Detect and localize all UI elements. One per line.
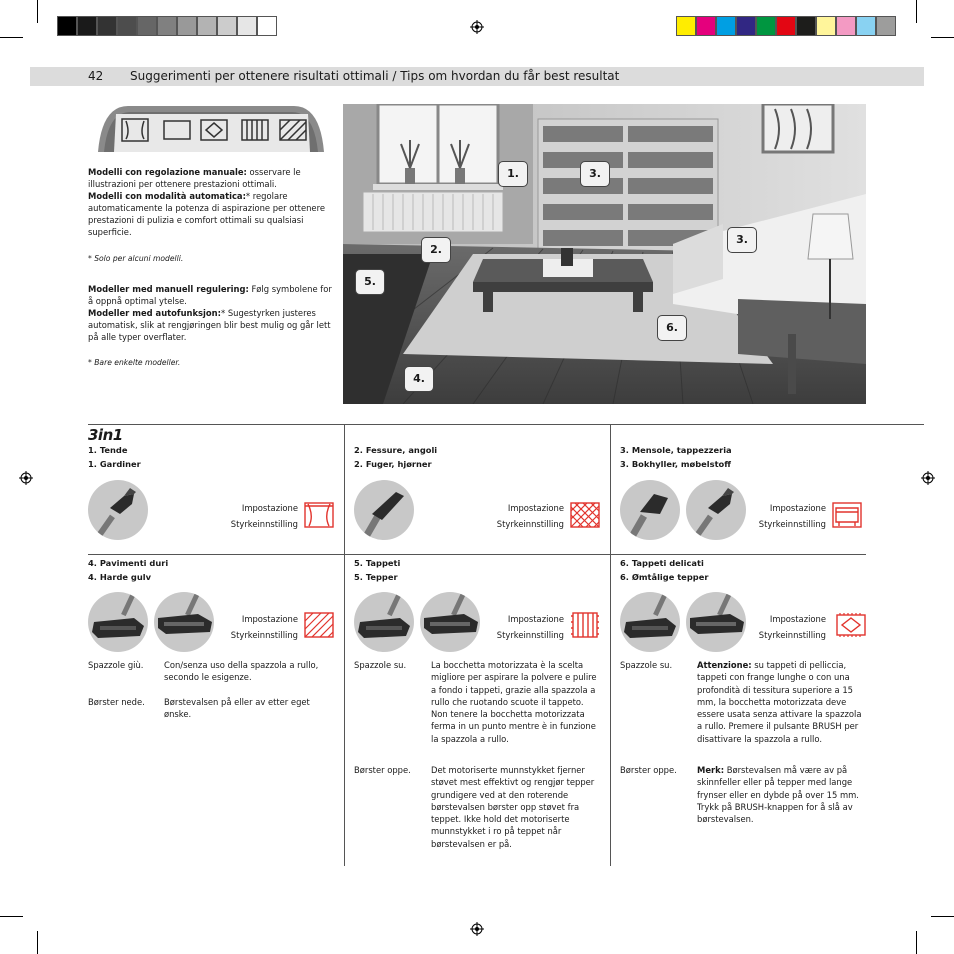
section-2-setting-it: Impostazione (507, 503, 564, 513)
gray-swatch (137, 16, 157, 36)
section-2-no: 2. Fuger, hjørner (354, 459, 432, 469)
gray-swatch (217, 16, 237, 36)
zigzag-icon (304, 612, 334, 638)
col6-it-label: Spazzole su. (620, 660, 673, 670)
gray-swatch (77, 16, 97, 36)
col5-it-label: Spazzole su. (354, 660, 407, 670)
gray-swatch (97, 16, 117, 36)
section-6-setting-label (708, 611, 826, 643)
gray-swatch (177, 16, 197, 36)
registration-mark-top (470, 19, 484, 33)
rug-icon (836, 612, 866, 638)
section-3-label (620, 443, 732, 471)
upholstery-tool-image (620, 480, 680, 540)
gray-swatch (117, 16, 137, 36)
section-4-it: 4. Pavimenti duri (88, 558, 169, 568)
section-4-label (88, 556, 168, 584)
col4-it-text: Con/senza uso della spazzola a rullo, secondo le esigenze. (164, 660, 319, 683)
section-5-setting-label (446, 611, 564, 643)
gray-swatch (257, 16, 277, 36)
col6-it-paragraph (697, 659, 865, 745)
page-number: 42 (88, 69, 104, 83)
section-6-setting-no: Styrkeinnstilling (758, 630, 826, 640)
gray-swatch (57, 16, 77, 36)
section-4-setting-no: Styrkeinnstilling (230, 630, 298, 640)
section-4-no: 4. Harde gulv (88, 572, 152, 582)
floor-nozzle-brush-down-image (88, 592, 148, 652)
carpet-icon (570, 612, 600, 638)
color-swatch (856, 16, 876, 36)
intro-it-auto-text: * regolare automaticamente la potenza di aspirazione per ottenere prestazioni di pulizia e comfort ottimali su qualsiasi superficie. (88, 191, 325, 237)
registration-mark-left (19, 470, 33, 484)
control-panel-illustration (88, 104, 334, 152)
color-swatch (736, 16, 756, 36)
section-5-label (354, 556, 400, 584)
scene-badge-4: 4. (404, 366, 434, 392)
gray-swatch (157, 16, 177, 36)
section-2-setting-label (446, 500, 564, 532)
section-3-setting-no: Styrkeinnstilling (758, 519, 826, 529)
grid-col-divider-2 (610, 424, 611, 866)
color-swatch (756, 16, 776, 36)
scene-badge-5: 5. (355, 269, 385, 295)
section-6-no: 6. Ømtålige tepper (620, 572, 709, 582)
color-swatch (776, 16, 796, 36)
intro-no-note: * Bare enkelte modeller. (88, 358, 181, 367)
section-3-setting-label (708, 500, 826, 532)
intro-it-manual-label: Modelli con regolazione manuale: (88, 167, 247, 177)
section-1-setting-label (180, 500, 298, 532)
grid-line-top (88, 424, 924, 425)
delicate-nozzle-brush-down-image (620, 592, 680, 652)
three-in-one-logo: 3in1 (88, 426, 123, 444)
col6-it-text: su tappeti di pelliccia, tappeti con frange lunghe o con una profondità di tessitura superiore a 15 mm, la bocchetta motorizzata deve essere usata senza attivare la spazzola a rullo. Premere il pulsante BRUSH per disattivare la spazzola a rullo. (697, 660, 862, 744)
section-5-no: 5. Tepper (354, 572, 398, 582)
crevice-brush-tool-image (88, 480, 148, 540)
curtain-icon (304, 502, 334, 528)
section-5-setting-no: Styrkeinnstilling (496, 630, 564, 640)
col6-no-bold: Merk: (697, 765, 725, 775)
section-1-it: 1. Tende (88, 445, 128, 455)
grid-col-divider-1 (344, 424, 345, 866)
intro-it-manual-text: osservare le illustrazioni per ottenere prestazioni ottimali. (88, 167, 301, 189)
color-swatch (696, 16, 716, 36)
registration-mark-bottom (470, 921, 484, 935)
section-1-setting-it: Impostazione (241, 503, 298, 513)
gray-swatch (237, 16, 257, 36)
color-swatch (796, 16, 816, 36)
scene-badge-3-shelf: 3. (580, 161, 610, 187)
section-4-setting-it: Impostazione (241, 614, 298, 624)
page-header (30, 67, 924, 86)
section-6-setting-it: Impostazione (769, 614, 826, 624)
section-2-it: 2. Fessure, angoli (354, 445, 438, 455)
col5-no-text: Det motoriserte munnstykket fjerner støvet mest effektivt og rengjør tepper grundigere ved at den roterende børstevalsen børster opp støvet fra teppet. Ikke hold det motoriserte munnstykket i ro på teppet når børstevalsen er på. (431, 765, 595, 849)
col5-no-label: Børster oppe. (354, 765, 411, 775)
scene-badge-3-sofa: 3. (727, 227, 757, 253)
section-3-it: 3. Mensole, tappezzeria (620, 445, 732, 455)
section-4-setting-label (180, 611, 298, 643)
color-swatch (876, 16, 896, 36)
intro-no-auto-text: * Sugestyrken justeres automatisk, slik at rengjøringen blir best mulig og går lett på alle typer overflater. (88, 308, 331, 342)
section-3-no: 3. Bokhyller, møbelstoff (620, 459, 731, 469)
hatch-icon (570, 502, 600, 528)
crevice-tool-image (354, 480, 414, 540)
col6-no-label: Børster oppe. (620, 765, 677, 775)
scene-badge-2: 2. (421, 237, 451, 263)
section-2-setting-no: Styrkeinnstilling (496, 519, 564, 529)
registration-mark-right (921, 470, 935, 484)
section-5-setting-it: Impostazione (507, 614, 564, 624)
scene-badge-1: 1. (498, 161, 528, 187)
col6-it-bold: Attenzione: (697, 660, 752, 670)
color-swatch (836, 16, 856, 36)
intro-no-auto-label: Modeller med autofunksjon: (88, 308, 221, 318)
intro-norwegian (88, 283, 336, 343)
section-3-setting-it: Impostazione (769, 503, 826, 513)
col6-no-text: Børstevalsen må være av på skinnfeller eller på tepper med lange frynser eller en dybde på over 15 mm. Trykk på BRUSH-knappen for å slå av børstevalsen. (697, 765, 859, 825)
col4-no-text: Børstevalsen på eller av etter eget ønske. (164, 697, 310, 720)
section-5-it: 5. Tappeti (354, 558, 401, 568)
living-room-scene (343, 104, 866, 404)
section-6-label (620, 556, 708, 584)
col4-it-label: Spazzole giù. (88, 660, 144, 670)
intro-italian (88, 166, 336, 238)
intro-no-manual-text: Følg symbolene for å oppnå optimal ytelse. (88, 284, 332, 306)
section-2-label (354, 443, 437, 471)
color-swatch (676, 16, 696, 36)
sofa-icon (832, 502, 862, 528)
grid-line-middle (88, 554, 866, 555)
page-title: Suggerimenti per ottenere risultati ottimali / Tips om hvordan du får best resultat (130, 69, 620, 83)
section-1-setting-no: Styrkeinnstilling (230, 519, 298, 529)
section-6-it: 6. Tappeti delicati (620, 558, 704, 568)
intro-no-manual-label: Modeller med manuell regulering: (88, 284, 249, 294)
col4-no-label: Børster nede. (88, 697, 145, 707)
section-1-label (88, 443, 141, 471)
col5-it-text: La bocchetta motorizzata è la scelta migliore per aspirare la polvere e pulire a fondo i tappeti, grazie alla spazzola a rullo che ruotando scuote il tappeto. Non tenere la bocchetta motorizzata ferma in un punto mentre è in funzione la spazzola a rullo. (431, 660, 597, 744)
section-1-no: 1. Gardiner (88, 459, 141, 469)
intro-it-auto-label: Modelli con modalità automatica: (88, 191, 246, 201)
gray-swatch (197, 16, 217, 36)
intro-it-note: * Solo per alcuni modelli. (88, 254, 184, 263)
color-swatch (716, 16, 736, 36)
color-swatch (816, 16, 836, 36)
scene-badge-6: 6. (657, 315, 687, 341)
carpet-nozzle-brush-down-image (354, 592, 414, 652)
col6-no-paragraph (697, 764, 865, 825)
